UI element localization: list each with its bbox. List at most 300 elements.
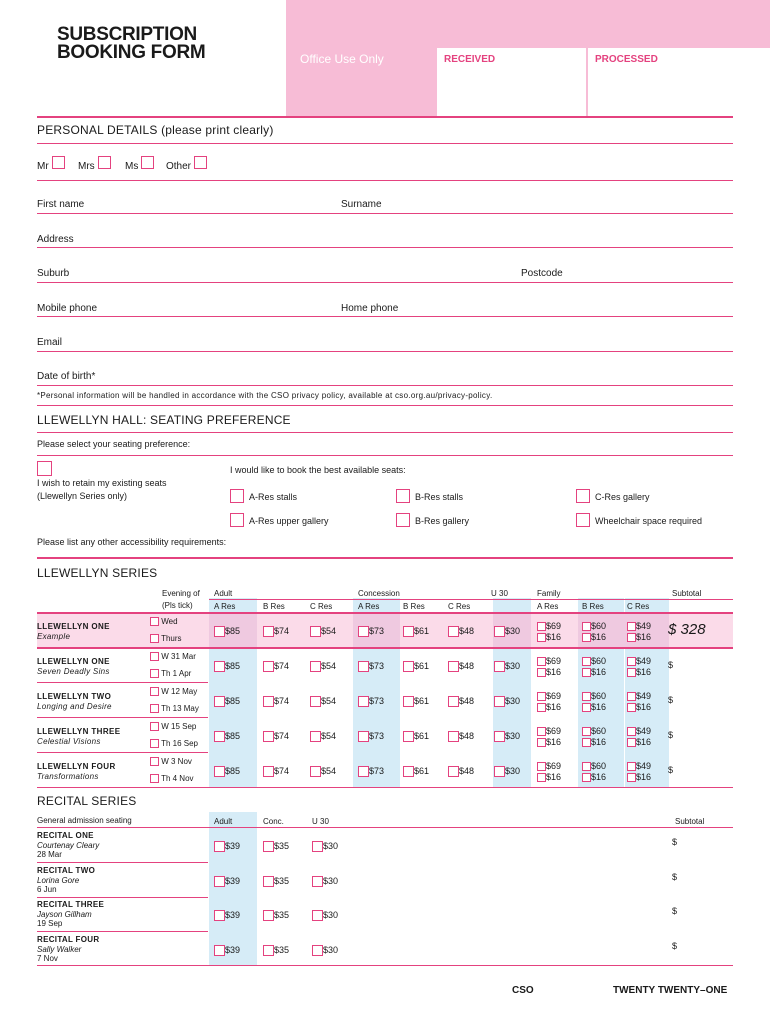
recital-adult-checkbox[interactable]	[214, 910, 225, 921]
family-checkbox[interactable]	[582, 622, 591, 631]
retain-seats-checkbox[interactable]	[37, 461, 52, 476]
family-checkbox[interactable]	[582, 668, 591, 677]
divider	[37, 647, 733, 649]
family-checkbox[interactable]	[627, 633, 636, 642]
family-price-label: $69	[546, 621, 562, 631]
recital-u30-price: $30	[323, 945, 339, 955]
price-checkbox[interactable]	[358, 731, 369, 742]
b-stalls-checkbox[interactable]	[396, 489, 410, 503]
first-name-label: First name	[37, 199, 85, 210]
price-label: $74	[274, 696, 290, 706]
recital-u30-option	[312, 945, 338, 956]
family-price-label: $16	[591, 667, 607, 677]
postcode-label: Postcode	[521, 268, 563, 279]
family-price-label: $49	[636, 761, 652, 771]
price-option	[358, 661, 384, 672]
price-option	[448, 626, 474, 637]
price-label: $74	[274, 626, 290, 636]
day-2-label: Thurs	[161, 634, 182, 643]
b-res-header: B Res	[582, 602, 604, 611]
family-price-option	[627, 656, 651, 666]
price-label: $74	[274, 731, 290, 741]
price-label: $73	[369, 696, 385, 706]
price-option	[494, 696, 520, 707]
family-price-option	[627, 667, 651, 677]
price-label: $73	[369, 766, 385, 776]
family-checkbox[interactable]	[537, 622, 546, 631]
family-checkbox[interactable]	[627, 773, 636, 782]
day-2-label: Th 1 Apr	[161, 669, 192, 678]
retain-text-2: (Llewellyn Series only)	[37, 491, 128, 501]
surname-label: Surname	[341, 199, 382, 210]
family-checkbox[interactable]	[537, 727, 546, 736]
day-1-checkbox[interactable]	[150, 617, 159, 626]
family-checkbox[interactable]	[537, 762, 546, 771]
series-subtitle: Seven Deadly Sins	[37, 667, 110, 676]
recital-date: 7 Nov	[37, 954, 58, 963]
price-label: $48	[459, 696, 475, 706]
price-checkbox[interactable]	[358, 696, 369, 707]
a-upper-checkbox[interactable]	[230, 513, 244, 527]
family-price-label: $16	[591, 737, 607, 747]
price-option	[263, 766, 289, 777]
divider	[37, 827, 733, 828]
day-2-label: Th 16 Sep	[161, 739, 198, 748]
b-gallery-label: B-Res gallery	[415, 516, 470, 526]
evening-header: Evening of	[162, 589, 200, 598]
price-checkbox[interactable]	[494, 696, 505, 707]
price-option	[358, 731, 384, 742]
series-subtotal[interactable]: $	[668, 765, 674, 775]
recital-conc-price: $35	[274, 841, 290, 851]
pls-tick-header: (Pls tick)	[162, 601, 193, 610]
recital-date: 19 Sep	[37, 919, 63, 928]
c-res-header: C Res	[448, 602, 471, 611]
b-gallery-checkbox[interactable]	[396, 513, 410, 527]
recital-adult-checkbox[interactable]	[214, 841, 225, 852]
suburb-field[interactable]	[37, 282, 733, 283]
recital-subtotal[interactable]: $	[672, 872, 678, 882]
family-price-option	[537, 737, 561, 747]
c-gallery-checkbox[interactable]	[576, 489, 590, 503]
family-price-option	[582, 632, 606, 642]
price-label: $73	[369, 626, 385, 636]
divider	[37, 455, 733, 456]
price-checkbox[interactable]	[214, 661, 225, 672]
family-price-option	[582, 656, 606, 666]
family-price-label: $69	[546, 656, 562, 666]
series-subtotal[interactable]: $	[668, 660, 674, 670]
price-option	[310, 696, 336, 707]
family-checkbox[interactable]	[627, 622, 636, 631]
day-1-checkbox[interactable]	[150, 652, 159, 661]
price-checkbox[interactable]	[263, 731, 274, 742]
family-price-label: $60	[591, 656, 607, 666]
day-option-1	[150, 722, 196, 731]
price-checkbox[interactable]	[448, 626, 459, 637]
price-label: $30	[505, 731, 521, 741]
family-price-option	[627, 702, 651, 712]
divider	[37, 405, 733, 406]
email-label: Email	[37, 337, 63, 348]
llewellyn-heading: LLEWELLYN SERIES	[37, 566, 158, 580]
retain-seats-label	[37, 478, 167, 501]
day-1-label: W 12 May	[161, 687, 198, 696]
day-2-checkbox[interactable]	[150, 634, 159, 643]
b-stalls-label: B-Res stalls	[415, 492, 464, 502]
family-checkbox[interactable]	[537, 657, 546, 666]
recital-conc-checkbox[interactable]	[263, 945, 274, 956]
mrs-label: Mrs	[78, 161, 95, 172]
price-label: $74	[274, 661, 290, 671]
recital-adult-option	[214, 876, 240, 887]
day-1-label: W 15 Sep	[161, 722, 197, 731]
recital-adult-option	[214, 841, 240, 852]
family-price-label: $16	[546, 667, 562, 677]
day-1-checkbox[interactable]	[150, 722, 159, 731]
price-checkbox[interactable]	[494, 661, 505, 672]
price-checkbox[interactable]	[263, 766, 274, 777]
recital-subtotal[interactable]: $	[672, 941, 678, 951]
price-option	[263, 731, 289, 742]
recital-conc-price: $35	[274, 910, 290, 920]
divider	[37, 787, 733, 788]
recital-u30-checkbox[interactable]	[312, 910, 323, 921]
price-checkbox[interactable]	[358, 661, 369, 672]
family-checkbox[interactable]	[582, 762, 591, 771]
price-checkbox[interactable]	[448, 731, 459, 742]
family-price-option	[582, 772, 606, 782]
price-label: $54	[321, 626, 337, 636]
recital-conc-option	[263, 841, 289, 852]
family-price-option	[537, 667, 561, 677]
privacy-note: *Personal information will be handled in accordance with the CSO privacy policy, available at cso.org.au/privacy-policy.	[37, 391, 493, 400]
family-checkbox[interactable]	[537, 703, 546, 712]
price-label: $30	[505, 626, 521, 636]
family-price-option	[537, 632, 561, 642]
recital-adult-option	[214, 945, 240, 956]
price-option	[448, 696, 474, 707]
mobile-label: Mobile phone	[37, 303, 98, 314]
price-checkbox[interactable]	[214, 731, 225, 742]
recital-u30-price: $30	[323, 876, 339, 886]
price-option	[403, 731, 429, 742]
recital-u30-checkbox[interactable]	[312, 945, 323, 956]
price-checkbox[interactable]	[310, 731, 321, 742]
price-option	[263, 696, 289, 707]
price-checkbox[interactable]	[263, 696, 274, 707]
wheelchair-checkbox[interactable]	[576, 513, 590, 527]
recital-adult-header: Adult	[214, 817, 233, 826]
day-option-2	[150, 774, 194, 783]
family-checkbox[interactable]	[537, 692, 546, 701]
recital-subtotal[interactable]: $	[672, 837, 678, 847]
family-price-label: $60	[591, 726, 607, 736]
family-price-option	[627, 772, 651, 782]
family-price-label: $49	[636, 621, 652, 631]
family-checkbox[interactable]	[627, 668, 636, 677]
day-option-2	[150, 634, 182, 643]
family-price-label: $16	[546, 737, 562, 747]
family-checkbox[interactable]	[537, 668, 546, 677]
dob-field[interactable]	[37, 385, 733, 386]
a-stalls-checkbox[interactable]	[230, 489, 244, 503]
price-label: $30	[505, 696, 521, 706]
price-checkbox[interactable]	[403, 731, 414, 742]
day-2-label: Th 13 May	[161, 704, 199, 713]
recital-u30-header: U 30	[312, 817, 329, 826]
price-checkbox[interactable]	[214, 766, 225, 777]
family-checkbox[interactable]	[582, 727, 591, 736]
family-price-label: $49	[636, 656, 652, 666]
price-option	[494, 731, 520, 742]
c-res-header: C Res	[627, 602, 650, 611]
a-res-header: A Res	[214, 602, 236, 611]
price-checkbox[interactable]	[263, 626, 274, 637]
price-checkbox[interactable]	[448, 661, 459, 672]
divider	[37, 557, 733, 559]
recital-artist: Jayson Gillham	[37, 910, 92, 919]
price-checkbox[interactable]	[263, 661, 274, 672]
retain-text: I wish to retain my existing seats	[37, 478, 167, 488]
price-checkbox[interactable]	[310, 766, 321, 777]
footer-cso: CSO	[512, 985, 534, 996]
family-checkbox[interactable]	[537, 738, 546, 747]
divider	[37, 432, 733, 433]
suburb-label: Suburb	[37, 268, 70, 279]
family-price-option	[627, 726, 651, 736]
family-price-label: $16	[591, 632, 607, 642]
series-subtotal[interactable]: $	[668, 695, 674, 705]
family-checkbox[interactable]	[627, 738, 636, 747]
family-price-label: $16	[636, 667, 652, 677]
divider	[37, 965, 733, 966]
phone-field[interactable]	[37, 316, 733, 317]
price-checkbox[interactable]	[494, 766, 505, 777]
recital-conc-option	[263, 910, 289, 921]
recital-u30-price: $30	[323, 910, 339, 920]
family-price-label: $16	[546, 772, 562, 782]
adult-header: Adult	[214, 589, 233, 598]
price-option	[358, 766, 384, 777]
divider	[209, 599, 733, 600]
price-option	[214, 696, 240, 707]
day-2-checkbox[interactable]	[150, 774, 159, 783]
series-subtitle: Longing and Desire	[37, 702, 112, 711]
recital-artist: Lorina Gore	[37, 876, 80, 885]
price-label: $30	[505, 661, 521, 671]
divider	[37, 717, 208, 718]
divider	[37, 897, 208, 898]
family-price-label: $16	[636, 772, 652, 782]
day-1-checkbox[interactable]	[150, 757, 159, 766]
price-option	[358, 626, 384, 637]
price-checkbox[interactable]	[310, 696, 321, 707]
day-1-label: W 31 Mar	[161, 652, 196, 661]
price-checkbox[interactable]	[358, 766, 369, 777]
price-label: $48	[459, 626, 475, 636]
divider	[37, 116, 733, 118]
price-option	[263, 661, 289, 672]
u30-header: U 30	[491, 589, 508, 598]
family-checkbox[interactable]	[627, 703, 636, 712]
recital-adult-price: $39	[225, 945, 241, 955]
day-option-1	[150, 687, 197, 696]
address-field[interactable]	[37, 247, 733, 248]
first-name-field[interactable]	[37, 213, 733, 214]
family-price-option	[627, 621, 651, 631]
day-option-1	[150, 617, 178, 626]
processed-box[interactable]	[588, 48, 770, 117]
price-label: $85	[225, 626, 241, 636]
family-checkbox[interactable]	[627, 762, 636, 771]
processed-label: PROCESSED	[595, 54, 658, 65]
recital-u30-option	[312, 841, 338, 852]
family-checkbox[interactable]	[582, 633, 591, 642]
price-label: $54	[321, 731, 337, 741]
other-checkbox[interactable]	[194, 156, 207, 169]
family-checkbox[interactable]	[627, 692, 636, 701]
price-option	[310, 731, 336, 742]
ms-checkbox[interactable]	[141, 156, 154, 169]
series-subtitle: Celestial Visions	[37, 737, 101, 746]
price-option	[214, 626, 240, 637]
price-checkbox[interactable]	[448, 766, 459, 777]
family-price-option	[537, 761, 561, 771]
price-label: $73	[369, 661, 385, 671]
price-option	[310, 661, 336, 672]
price-checkbox[interactable]	[214, 696, 225, 707]
recital-u30-checkbox[interactable]	[312, 876, 323, 887]
received-box[interactable]	[437, 48, 586, 117]
price-label: $48	[459, 731, 475, 741]
price-label: $61	[414, 766, 430, 776]
day-2-checkbox[interactable]	[150, 669, 159, 678]
price-label: $54	[321, 766, 337, 776]
family-header: Family	[537, 589, 561, 598]
divider	[37, 143, 733, 144]
family-checkbox[interactable]	[582, 692, 591, 701]
price-option	[448, 731, 474, 742]
recital-conc-option	[263, 876, 289, 887]
family-price-option	[582, 691, 606, 701]
price-checkbox[interactable]	[403, 626, 414, 637]
family-price-label: $60	[591, 761, 607, 771]
mr-checkbox[interactable]	[52, 156, 65, 169]
price-checkbox[interactable]	[494, 731, 505, 742]
family-price-option	[537, 656, 561, 666]
ms-label: Ms	[125, 161, 139, 172]
day-2-checkbox[interactable]	[150, 739, 159, 748]
price-label: $48	[459, 766, 475, 776]
family-checkbox[interactable]	[582, 703, 591, 712]
seating-heading: LLEWELLYN HALL: SEATING PREFERENCE	[37, 413, 291, 427]
price-checkbox[interactable]	[214, 626, 225, 637]
price-option	[494, 626, 520, 637]
price-checkbox[interactable]	[310, 626, 321, 637]
mr-label: Mr	[37, 161, 49, 172]
recital-u30-option	[312, 876, 338, 887]
family-checkbox[interactable]	[582, 657, 591, 666]
divider	[37, 682, 208, 683]
price-label: $61	[414, 661, 430, 671]
divider	[37, 862, 208, 863]
family-price-label: $16	[546, 702, 562, 712]
mrs-checkbox[interactable]	[98, 156, 111, 169]
family-price-label: $49	[636, 726, 652, 736]
recital-conc-checkbox[interactable]	[263, 876, 274, 887]
recital-conc-checkbox[interactable]	[263, 910, 274, 921]
price-checkbox[interactable]	[403, 661, 414, 672]
recital-name: RECITAL FOUR	[37, 935, 100, 944]
family-price-label: $16	[636, 737, 652, 747]
recital-u30-checkbox[interactable]	[312, 841, 323, 852]
price-option	[448, 766, 474, 777]
price-option	[310, 766, 336, 777]
family-price-option	[582, 737, 606, 747]
recital-subtotal[interactable]: $	[672, 906, 678, 916]
series-name: LLEWELLYN FOUR	[37, 762, 116, 771]
price-label: $85	[225, 661, 241, 671]
recital-adult-checkbox[interactable]	[214, 876, 225, 887]
family-checkbox[interactable]	[537, 633, 546, 642]
title-line-2: BOOKING FORM	[57, 42, 206, 63]
series-name: LLEWELLYN TWO	[37, 692, 112, 701]
day-2-checkbox[interactable]	[150, 704, 159, 713]
family-checkbox[interactable]	[582, 738, 591, 747]
family-price-label: $60	[591, 691, 607, 701]
price-checkbox[interactable]	[448, 696, 459, 707]
price-checkbox[interactable]	[494, 626, 505, 637]
family-price-option	[627, 761, 651, 771]
recital-u30-price: $30	[323, 841, 339, 851]
series-subtitle: Example	[37, 632, 71, 641]
family-price-option	[582, 621, 606, 631]
recital-conc-checkbox[interactable]	[263, 841, 274, 852]
price-option	[448, 661, 474, 672]
family-checkbox[interactable]	[537, 773, 546, 782]
family-price-label: $49	[636, 691, 652, 701]
family-checkbox[interactable]	[627, 727, 636, 736]
price-checkbox[interactable]	[403, 766, 414, 777]
day-2-label: Th 4 Nov	[161, 774, 194, 783]
day-1-checkbox[interactable]	[150, 687, 159, 696]
family-price-option	[537, 726, 561, 736]
accessibility-label: Please list any other accessibility requirements:	[37, 537, 227, 547]
a-stalls-label: A-Res stalls	[249, 492, 298, 502]
family-checkbox[interactable]	[582, 773, 591, 782]
dob-label: Date of birth*	[37, 371, 96, 382]
series-name: LLEWELLYN ONE	[37, 657, 110, 666]
family-checkbox[interactable]	[627, 657, 636, 666]
price-checkbox[interactable]	[310, 661, 321, 672]
seating-select-label: Please select your seating preference:	[37, 439, 191, 449]
price-label: $74	[274, 766, 290, 776]
footer-year: TWENTY TWENTY–ONE	[613, 985, 728, 996]
family-price-option	[537, 702, 561, 712]
price-option	[403, 626, 429, 637]
recital-adult-checkbox[interactable]	[214, 945, 225, 956]
recital-adult-option	[214, 910, 240, 921]
email-field[interactable]	[37, 351, 733, 352]
general-admission: General admission seating	[37, 816, 132, 825]
address-label: Address	[37, 234, 74, 245]
series-subtotal[interactable]: $ 328	[668, 621, 706, 638]
recital-subtotal-header: Subtotal	[675, 817, 705, 826]
price-checkbox[interactable]	[358, 626, 369, 637]
series-subtotal[interactable]: $	[668, 730, 674, 740]
price-checkbox[interactable]	[403, 696, 414, 707]
